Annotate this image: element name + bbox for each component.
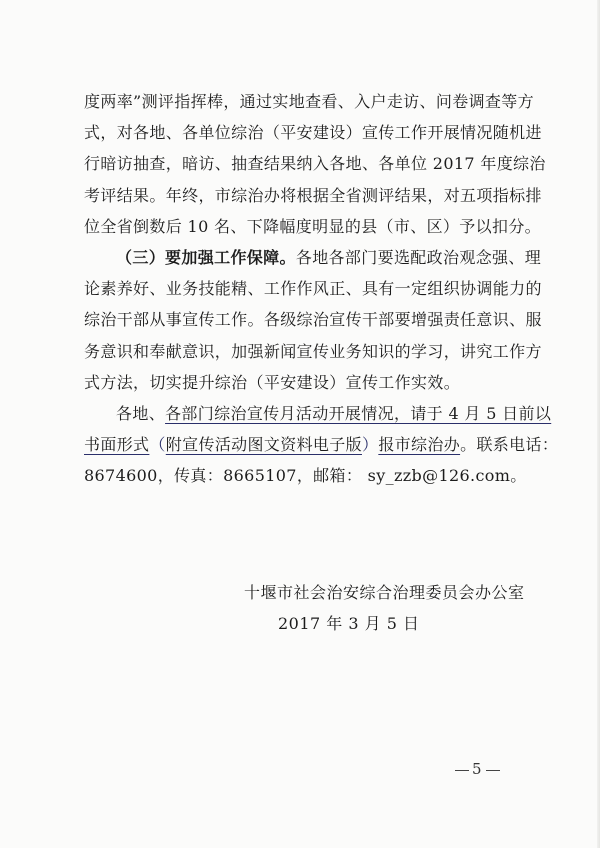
text-line: 考评结果。年终，市综治办将根据全省测评结果，对五项指标排	[84, 185, 542, 205]
text-line: 式方法，切实提升综治（平安建设）宣传工作实效。	[84, 372, 461, 392]
text-line: 式，对各地、各单位综治（平安建设）宣传工作开展情况随机进	[84, 123, 542, 143]
page-number-value: 5	[472, 760, 483, 778]
text-line: 论素养好、业务技能精、工作作风正、具有一定组织协调能力的	[84, 279, 542, 299]
text-fragment: 各地、	[116, 403, 166, 423]
document-body	[84, 86, 559, 491]
page-number	[452, 760, 503, 778]
handwritten-paren-close: ）	[361, 435, 379, 455]
contact-line: 8674600，传真：8665107，邮箱： sy_zzb@126.com。	[84, 466, 527, 486]
text-line: 度两率”测评指挥棒，通过实地查看、入户走访、问卷调查等方	[84, 92, 534, 111]
text-line	[84, 429, 559, 460]
text-line: 行暗访抽查，暗访、抽查结果纳入各地、各单位 2017 年度综治	[84, 154, 546, 174]
handwritten-paren-open: （	[149, 435, 166, 455]
page-number-dash-left	[455, 770, 469, 771]
text-fragment: 各地各部门要选配政治观念强、理	[295, 247, 542, 267]
section-three-paragraph-start	[84, 242, 542, 273]
signature-date: 2017 年 3 月 5 日	[278, 614, 420, 633]
section-heading: （三）要加强工作保障。	[116, 247, 296, 267]
signature-organization: 十堰市社会治安综合治理委员会办公室	[244, 583, 525, 602]
text-fragment: 。联系电话：	[460, 435, 559, 455]
text-line: 综治干部从事宣传工作。各级综治宣传干部要增强责任意识、服	[84, 310, 542, 330]
handwritten-underline-text: 附宣传活动图文资料电子版	[165, 435, 362, 455]
text-line: 务意识和奉献意识，加强新闻宣传业务知识的学习，讲究工作方	[84, 341, 542, 361]
handwritten-underline-text: 各部门综治宣传月活动开展情况，请于 4 月 5 日前以	[165, 403, 552, 423]
text-line: 位全省倒数后 10 名、下降幅度明显的县（市、区）予以扣分。	[84, 216, 542, 236]
notice-paragraph-start	[84, 398, 552, 429]
handwritten-underline-text: 报市综治办	[378, 435, 461, 455]
handwritten-underline-text: 书面形式	[84, 435, 150, 455]
page-number-dash-right	[486, 770, 500, 771]
